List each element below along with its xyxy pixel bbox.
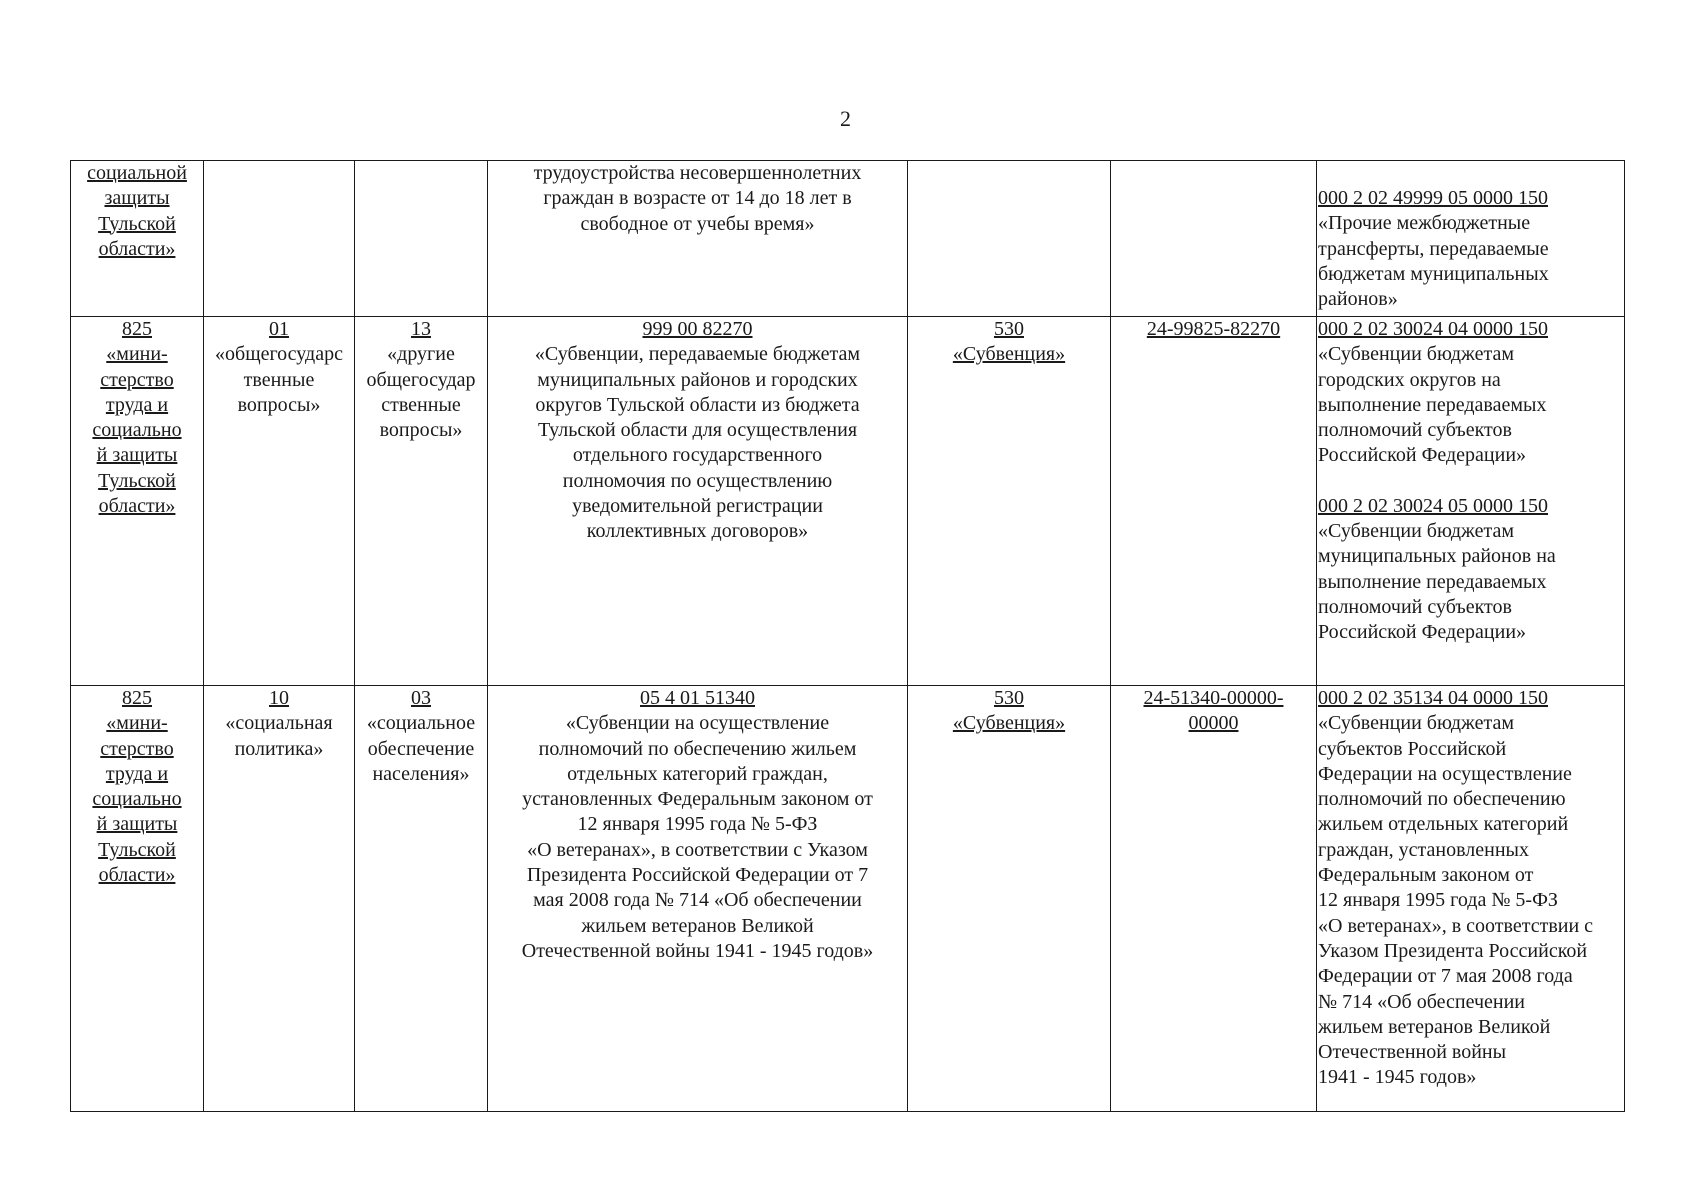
revenue-text-line: № 714 «Об обеспечении bbox=[1318, 990, 1525, 1013]
expense-text: «Субвенция» bbox=[952, 712, 1066, 735]
agency-line: труда и bbox=[105, 393, 169, 416]
agency-line: области» bbox=[98, 237, 176, 260]
program-text-line: полномочий по обеспечению жильем bbox=[538, 737, 857, 760]
revenue-text-line: Федеральным законом от bbox=[1318, 864, 1534, 887]
revenue-code: 000 2 02 30024 04 0000 150 bbox=[1318, 318, 1548, 340]
page-number: 2 bbox=[840, 106, 851, 131]
revenue-text-line: граждан, установленных bbox=[1318, 838, 1529, 861]
target-code-cell bbox=[1111, 686, 1317, 1112]
section-code: 01 bbox=[269, 318, 289, 340]
program-text-line: коллективных договоров» bbox=[586, 520, 809, 543]
agency-line: труда и bbox=[105, 762, 169, 785]
program-text-line: отдельных категорий граждан, bbox=[567, 762, 828, 785]
expense-cell bbox=[908, 686, 1111, 1112]
program-text-line: округов Тульской области из бюджета bbox=[535, 393, 860, 416]
section-line: политика» bbox=[234, 737, 324, 760]
expense-cell bbox=[908, 161, 1111, 317]
program-text-line: «О ветеранах», в соответствии с Указом bbox=[527, 838, 868, 861]
revenue-code: 000 2 02 30024 05 0000 150 bbox=[1318, 494, 1548, 517]
target-code-cell bbox=[1111, 161, 1317, 317]
program-code: 05 4 01 51340 bbox=[640, 687, 755, 709]
revenue-text-line: бюджетам муниципальных bbox=[1318, 262, 1549, 285]
subsection-line: ственные bbox=[381, 393, 461, 416]
subsection-line: вопросы» bbox=[379, 419, 463, 442]
revenue-text-line: выполнение передаваемых bbox=[1318, 393, 1547, 416]
program-text-line: отдельного государственного bbox=[572, 444, 823, 467]
revenue-text-line: полномочий субъектов bbox=[1318, 595, 1512, 618]
revenue-text-line: полномочий по обеспечению bbox=[1318, 788, 1566, 811]
revenue-text-line: Федерации на осуществление bbox=[1318, 762, 1572, 785]
program-code: 999 00 82270 bbox=[642, 318, 753, 340]
revenue-text-line: 1941 - 1945 годов» bbox=[1318, 1066, 1477, 1089]
revenue-text-line: Указом Президента Российской bbox=[1318, 939, 1588, 962]
table-row bbox=[71, 686, 1625, 1112]
subsection-line: общегосудар bbox=[366, 368, 476, 391]
expense-cell bbox=[908, 317, 1111, 686]
agency-line: социальной bbox=[87, 162, 187, 184]
revenue-text-line: «Субвенции бюджетам bbox=[1318, 343, 1514, 366]
subsection-line: населения» bbox=[372, 762, 470, 785]
agency-line: области» bbox=[98, 864, 176, 887]
table-row bbox=[71, 317, 1625, 686]
subsection-line: «другие bbox=[387, 343, 455, 366]
subsection-line: обеспечение bbox=[367, 737, 475, 760]
program-text-line: полномочия по осуществлению bbox=[562, 469, 833, 492]
expense-code: 530 bbox=[994, 687, 1024, 709]
agency-line: стерство bbox=[100, 737, 174, 760]
revenue-cell bbox=[1317, 161, 1625, 317]
expense-code: 530 bbox=[994, 318, 1024, 340]
subsection-cell bbox=[355, 317, 488, 686]
agency-line: Тульской bbox=[98, 469, 176, 492]
program-text-line: Президента Российской Федерации от 7 bbox=[526, 864, 869, 887]
revenue-text-line: «Субвенции бюджетам bbox=[1318, 520, 1514, 543]
program-text-line: Отечественной войны 1941 - 1945 годов» bbox=[521, 939, 874, 962]
revenue-text-line: субъектов Российской bbox=[1318, 737, 1507, 760]
program-text-line: граждан в возрасте от 14 до 18 лет в bbox=[543, 187, 852, 210]
target-code: 24-99825-82270 bbox=[1146, 318, 1281, 340]
revenue-code: 000 2 02 35134 04 0000 150 bbox=[1318, 687, 1548, 709]
section-line: «общегосударс bbox=[215, 343, 343, 366]
program-text-line: 12 января 1995 года № 5-ФЗ bbox=[577, 813, 818, 836]
section-cell bbox=[204, 161, 355, 317]
revenue-cell bbox=[1317, 686, 1625, 1112]
agency-line: й защиты bbox=[96, 444, 178, 467]
revenue-text-line: «О ветеранах», в соответствии с bbox=[1318, 914, 1594, 937]
revenue-text-line: полномочий субъектов bbox=[1318, 419, 1512, 442]
section-code: 10 bbox=[269, 687, 289, 709]
revenue-code: 000 2 02 49999 05 0000 150 bbox=[1318, 187, 1548, 209]
section-line: твенные bbox=[243, 368, 315, 391]
program-text-line: уведомительной регистрации bbox=[572, 495, 823, 518]
agency-line: 825 bbox=[122, 687, 152, 709]
revenue-cell bbox=[1317, 317, 1625, 686]
subsection-cell bbox=[355, 161, 488, 317]
program-text-line: свободное от учебы время» bbox=[580, 212, 815, 235]
program-text-line: трудоустройства несовершеннолетних bbox=[533, 162, 862, 184]
agency-line: социально bbox=[92, 788, 182, 811]
revenue-text-line: Российской Федерации» bbox=[1318, 621, 1527, 644]
agency-line: защиты bbox=[104, 187, 170, 210]
agency-line: социально bbox=[92, 419, 182, 442]
agency-line: 825 bbox=[122, 318, 152, 340]
revenue-text-line: муниципальных районов на bbox=[1318, 545, 1556, 568]
program-cell bbox=[488, 317, 908, 686]
program-text-line: «Субвенции на осуществление bbox=[565, 712, 830, 735]
table-row bbox=[71, 161, 1625, 317]
subsection-code: 13 bbox=[411, 318, 431, 340]
subsection-cell bbox=[355, 686, 488, 1112]
program-cell bbox=[488, 161, 908, 317]
program-text-line: установленных Федеральным законом от bbox=[522, 788, 873, 811]
revenue-text-line: трансферты, передаваемые bbox=[1318, 237, 1549, 260]
subsection-line: «социальное bbox=[366, 712, 476, 735]
program-text-line: «Субвенции, передаваемые бюджетам bbox=[534, 343, 861, 366]
agency-line: й защиты bbox=[96, 813, 178, 836]
revenue-text-line: выполнение передаваемых bbox=[1318, 570, 1547, 593]
agency-line: Тульской bbox=[98, 838, 176, 861]
revenue-text-line: Федерации от 7 мая 2008 года bbox=[1318, 965, 1573, 988]
agency-cell bbox=[71, 317, 204, 686]
target-code: 00000 bbox=[1188, 712, 1239, 735]
agency-cell bbox=[71, 161, 204, 317]
revenue-text-line: «Прочие межбюджетные bbox=[1318, 212, 1531, 235]
budget-classification-table bbox=[70, 160, 1625, 1112]
revenue-text-line: «Субвенции бюджетам bbox=[1318, 712, 1514, 735]
program-text-line: мая 2008 года № 714 «Об обеспечении bbox=[533, 889, 862, 912]
agency-line: «мини- bbox=[106, 712, 168, 735]
revenue-text-line: жильем отдельных категорий bbox=[1318, 813, 1569, 836]
section-line: «социальная bbox=[225, 712, 333, 735]
program-text-line: муниципальных районов и городских bbox=[537, 368, 858, 391]
revenue-text-line: 12 января 1995 года № 5-ФЗ bbox=[1318, 889, 1558, 912]
program-text-line: Тульской области для осуществления bbox=[537, 419, 858, 442]
program-cell bbox=[488, 686, 908, 1112]
revenue-text-line: районов» bbox=[1318, 288, 1398, 311]
target-code: 24-51340-00000- bbox=[1143, 687, 1284, 709]
subsection-code: 03 bbox=[411, 687, 431, 709]
program-text-line: жильем ветеранов Великой bbox=[581, 914, 814, 937]
agency-line: «мини- bbox=[106, 343, 168, 366]
target-code-cell bbox=[1111, 317, 1317, 686]
agency-line: Тульской bbox=[98, 212, 176, 235]
agency-line: области» bbox=[98, 495, 176, 518]
agency-cell bbox=[71, 686, 204, 1112]
expense-text: «Субвенция» bbox=[952, 343, 1066, 366]
revenue-text-line: городских округов на bbox=[1318, 368, 1501, 391]
revenue-text-line: жильем ветеранов Великой bbox=[1318, 1015, 1551, 1038]
revenue-text-line: Российской Федерации» bbox=[1318, 444, 1527, 467]
agency-line: стерство bbox=[100, 368, 174, 391]
section-cell bbox=[204, 686, 355, 1112]
section-line: вопросы» bbox=[237, 393, 321, 416]
revenue-text-line: Отечественной войны bbox=[1318, 1041, 1507, 1064]
section-cell bbox=[204, 317, 355, 686]
